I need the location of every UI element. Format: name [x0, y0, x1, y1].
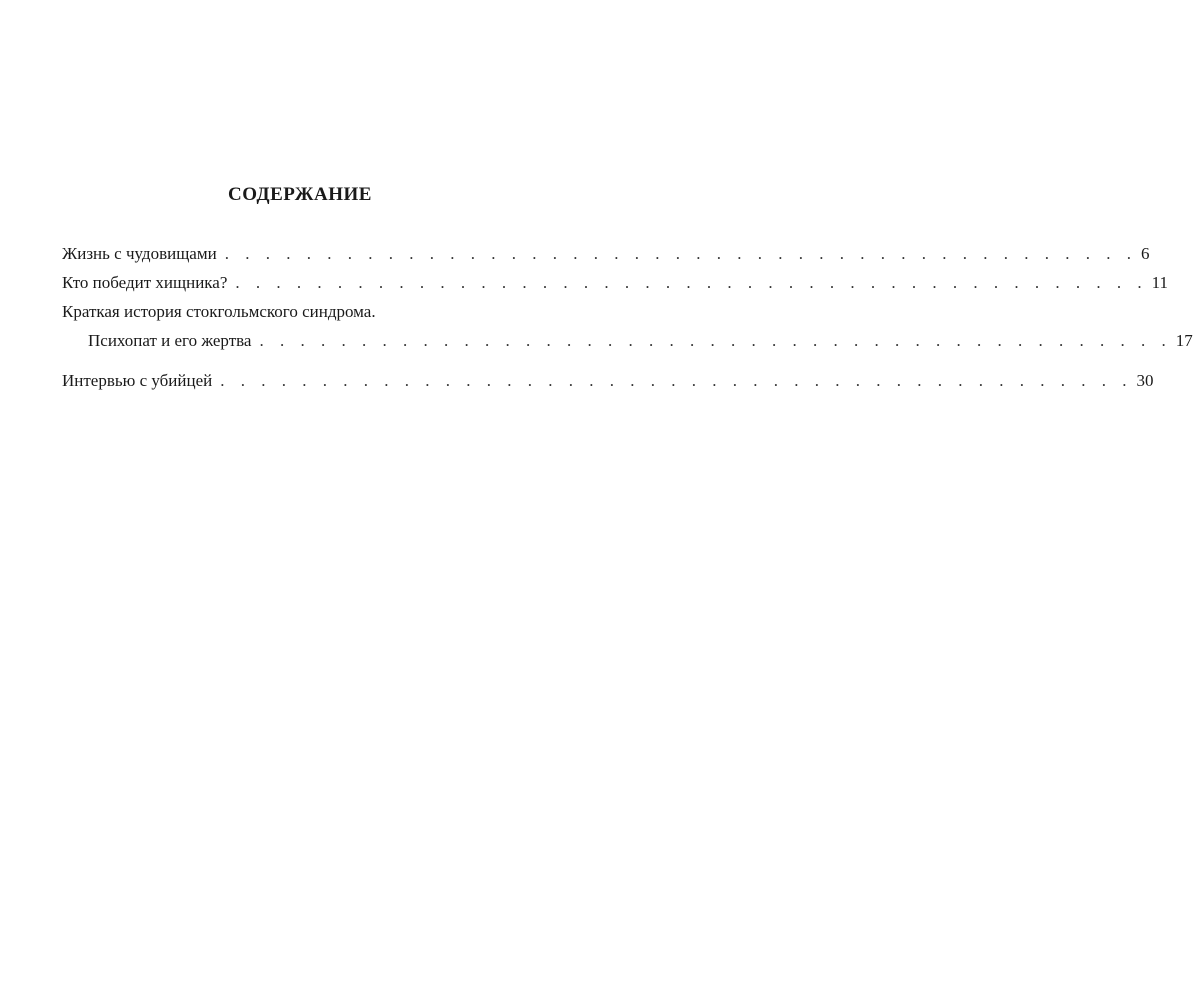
toc-entry-title: Кто победит хищника? — [62, 273, 228, 292]
toc-leader-dots: . . . . . . . . . . . . . . . . . . . . . . . . . . . . . . . . . . . . . . . . . . . . . — [224, 244, 1137, 263]
toc-entry-page: 6 — [1140, 244, 1150, 263]
toc-leader-dots: . . . . . . . . . . . . . . . . . . . . . . . . . . . . . . . . . . . . . . . . . . . . . — [235, 273, 1148, 292]
toc-entry-title-line2: Психопат и его жертва — [88, 331, 252, 350]
toc-entry-title: Жизнь с чудовищами — [62, 244, 217, 263]
table-of-contents — [62, 242, 1193, 393]
toc-entry[interactable] — [62, 369, 1154, 393]
toc-entry-title: Интервью с убийцей — [62, 371, 213, 390]
toc-entry-multiline[interactable] — [62, 300, 1193, 353]
toc-entry[interactable] — [62, 271, 1169, 295]
toc-entry-page: 11 — [1151, 273, 1169, 292]
toc-entry — [62, 329, 1193, 353]
toc-leader-dots: . . . . . . . . . . . . . . . . . . . . . . . . . . . . . . . . . . . . . . . . . . . . . — [220, 371, 1133, 390]
toc-entry-page: 30 — [1136, 371, 1154, 390]
toc-leader-dots: . . . . . . . . . . . . . . . . . . . . . . . . . . . . . . . . . . . . . . . . . . . . . — [259, 331, 1172, 350]
toc-entry[interactable] — [62, 242, 1150, 266]
toc-entry-title-line1: Краткая история стокгольмского синдрома. — [62, 302, 376, 321]
toc-entry-page: 17 — [1175, 331, 1193, 350]
page-title: СОДЕРЖАНИЕ — [228, 184, 372, 205]
